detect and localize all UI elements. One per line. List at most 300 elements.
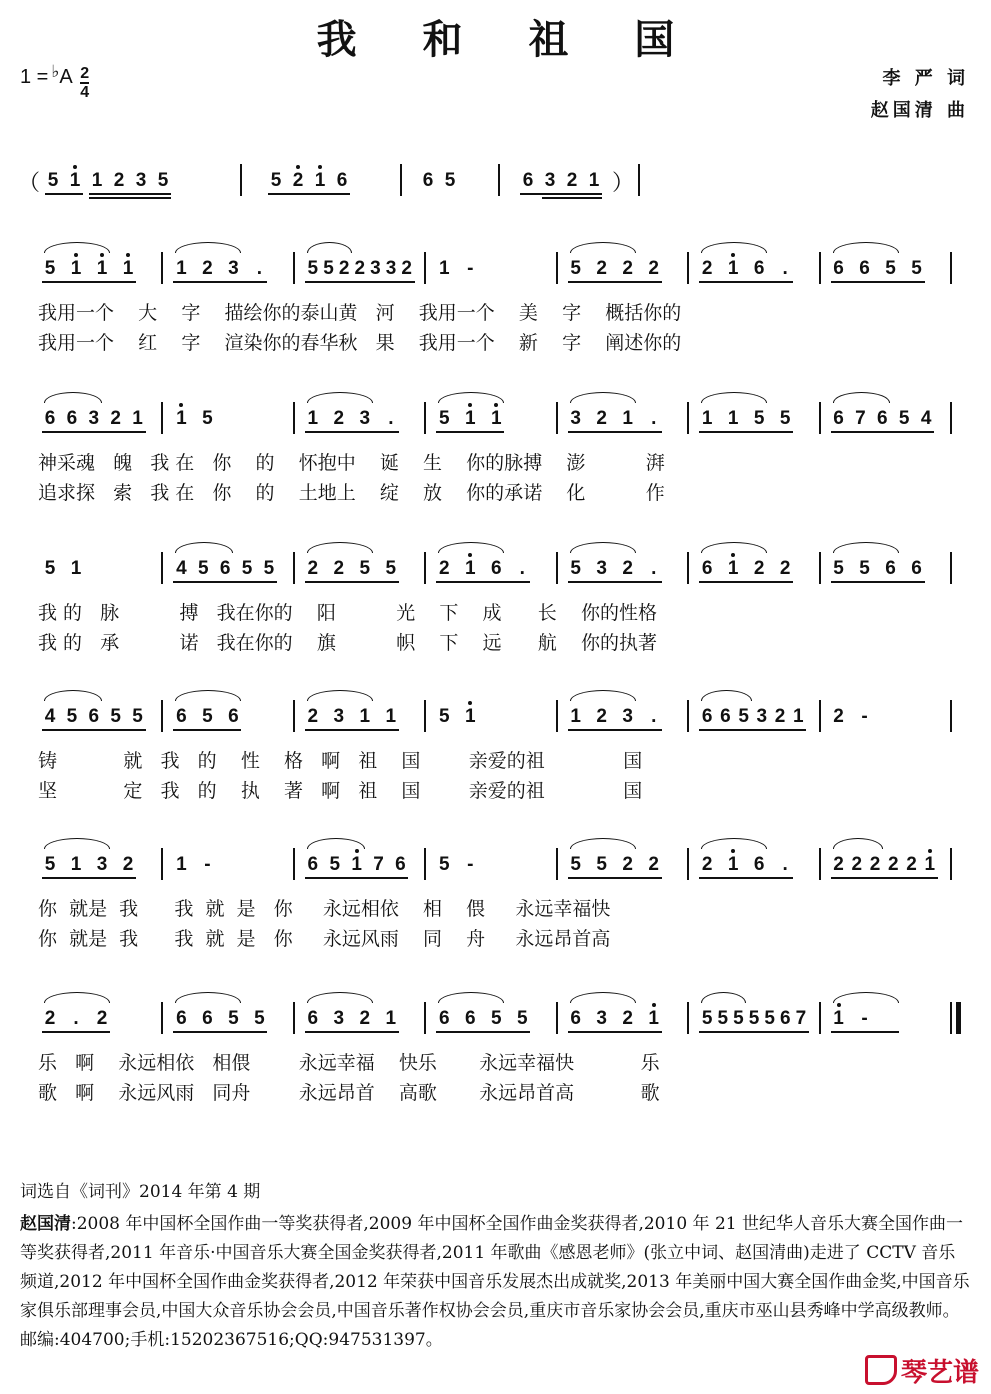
slur-mark — [175, 242, 241, 253]
note: 2 — [648, 258, 659, 279]
beam-line — [173, 1031, 267, 1033]
bar-line — [293, 1002, 295, 1034]
note: 1 — [176, 258, 187, 279]
note: - — [861, 706, 868, 727]
slur-mark — [438, 992, 504, 1003]
bio-name: 赵国清 — [20, 1214, 71, 1234]
note: 5 — [764, 1008, 775, 1029]
note: 2 — [566, 170, 578, 191]
bar-line — [161, 402, 163, 434]
note: 1 — [307, 408, 319, 429]
note: 5 — [833, 558, 844, 579]
slur-mark — [701, 542, 767, 553]
note: 2 — [110, 408, 121, 429]
note: 6 — [307, 1008, 319, 1029]
note: 6 — [438, 1008, 450, 1029]
note: 1 — [351, 854, 362, 875]
high-octave-dot — [100, 253, 104, 257]
note: - — [861, 1008, 868, 1029]
note: 1 — [70, 854, 82, 875]
slur-mark — [833, 542, 899, 553]
time-signature — [80, 65, 89, 101]
note: 1 — [132, 408, 143, 429]
note: 1 — [91, 170, 103, 191]
bar-line — [556, 252, 558, 284]
note: 3 — [622, 706, 633, 727]
note: 3 — [756, 706, 768, 727]
note: 6 — [176, 1008, 187, 1029]
bar-line — [424, 848, 426, 880]
note: 2 — [113, 170, 125, 191]
slur-mark — [833, 992, 899, 1003]
note: 2 — [596, 706, 607, 727]
key-signature — [20, 62, 89, 101]
note: 3 — [596, 558, 607, 579]
note: . — [519, 558, 525, 579]
note: 5 — [859, 558, 870, 579]
beam-line — [173, 729, 241, 731]
note: 1 — [833, 1008, 844, 1029]
high-octave-dot — [731, 553, 735, 557]
site-logo — [865, 1352, 979, 1389]
note: 3 — [135, 170, 147, 191]
note: . — [651, 558, 657, 579]
note: 7 — [373, 854, 384, 875]
note: 5 — [44, 854, 56, 875]
note: 2 — [354, 258, 366, 279]
note: 1 — [314, 170, 326, 191]
high-octave-dot — [928, 849, 932, 853]
note: 2 — [622, 558, 633, 579]
slur-mark — [701, 242, 767, 253]
note: 6 — [176, 706, 187, 727]
note: 5 — [44, 558, 56, 579]
high-octave-dot — [652, 1003, 656, 1007]
note: 2 — [648, 854, 659, 875]
note: 2 — [701, 854, 713, 875]
beam-line — [268, 193, 350, 195]
note: 2 — [833, 854, 844, 875]
beam-line — [89, 197, 171, 199]
note: 1 — [464, 706, 476, 727]
beam-line — [699, 281, 793, 283]
note: 3 — [370, 258, 381, 279]
note: 2 — [869, 854, 881, 875]
beam-line — [568, 729, 662, 731]
note: 3 — [228, 258, 239, 279]
beam-line — [831, 1031, 899, 1033]
bar-line — [687, 700, 689, 732]
high-octave-dot — [494, 403, 498, 407]
note: 2 — [202, 258, 213, 279]
beam-line — [42, 281, 136, 283]
key-note: A — [59, 66, 72, 88]
note: 6 — [228, 706, 239, 727]
bar-line — [424, 552, 426, 584]
beam-line — [45, 193, 83, 195]
note: 2 — [622, 258, 633, 279]
composer-bio — [20, 1210, 970, 1355]
slur-mark — [175, 992, 241, 1003]
note: 5 — [516, 1008, 528, 1029]
slur-mark — [438, 542, 504, 553]
note: 5 — [733, 1008, 744, 1029]
bar-line — [293, 552, 295, 584]
beam-line — [699, 581, 793, 583]
note: 6 — [66, 408, 78, 429]
bio-text: :2008 年中国杯全国作曲一等奖获得者,2009 年中国杯全国作曲金奖获得者,2010 年 21 世纪华人音乐大赛全国作曲一等奖获得者,2011 年音乐·中国音乐大赛全国金奖获得者,2011 年歌曲《感恩老师》(张立中词、赵国清曲)走进了 CCTV 音乐频道,2012 年中国杯全国作曲金奖获得者,2012 年荣获中国音乐发展杰出成就奖,2013 年美丽中国大赛全国作曲金奖,中国音乐家俱乐部理事会员,中国大众音乐协会会员,中国音乐著作权协会会员,重庆市音乐家协会会员,重庆市巫山县秀峰中学高级教师。邮编:404700;手机:15202367516;QQ:947531397。 — [20, 1214, 970, 1350]
lyric-verse-2: 我 的 承 诺 我在你的 旗 帜 下 远 航 你的执著 — [38, 632, 657, 654]
note: 1 — [793, 706, 804, 727]
beam-line — [831, 281, 925, 283]
note: 1 — [359, 706, 371, 727]
beam-line — [699, 1031, 809, 1033]
note: 6 — [911, 558, 922, 579]
note: 6 — [780, 1008, 791, 1029]
note: . — [651, 706, 657, 727]
note: 5 — [66, 706, 78, 727]
note: 5 — [241, 558, 253, 579]
note: 1 — [96, 258, 108, 279]
note: . — [782, 258, 788, 279]
lyric-verse-2: 你 就是 我 我 就 是 你 永远风雨 同 舟 永远昂首高 — [38, 928, 611, 950]
bar-line — [293, 252, 295, 284]
note: 5 — [254, 1008, 265, 1029]
bar-line — [293, 700, 295, 732]
note: 2 — [596, 258, 607, 279]
note: 5 — [438, 854, 450, 875]
slur-mark — [570, 838, 636, 849]
flat-sign: ♭ — [51, 62, 60, 81]
beam-line — [42, 729, 146, 731]
note: 3 — [544, 170, 556, 191]
slur-mark — [701, 690, 751, 701]
note: 1 — [727, 854, 739, 875]
high-octave-dot — [731, 253, 735, 257]
note: 6 — [885, 558, 896, 579]
note: 3 — [385, 258, 397, 279]
bar-line — [950, 252, 952, 284]
slur-mark — [307, 690, 373, 701]
note: 5 — [359, 558, 371, 579]
slur-mark — [307, 392, 373, 403]
beam-line — [436, 431, 504, 433]
bar-line — [161, 252, 163, 284]
note: . — [256, 258, 263, 279]
beam-line — [831, 581, 925, 583]
note: 2 — [438, 558, 450, 579]
note: 6 — [395, 854, 406, 875]
bar-line — [950, 1002, 952, 1034]
note: 2 — [774, 706, 786, 727]
intro-paren-close: ） — [612, 170, 635, 195]
note: 6 — [464, 1008, 476, 1029]
slur-mark — [570, 690, 636, 701]
beam-line — [520, 193, 602, 195]
beam-line — [436, 581, 530, 583]
high-octave-dot — [731, 849, 735, 853]
note: 2 — [701, 258, 713, 279]
beam-line — [568, 877, 662, 879]
note: 1 — [701, 408, 713, 429]
note: 3 — [333, 706, 345, 727]
bar-line — [161, 552, 163, 584]
bar-line — [424, 252, 426, 284]
note: 6 — [44, 408, 56, 429]
beam-line — [568, 581, 662, 583]
note: 5 — [47, 170, 59, 191]
note: 5 — [323, 258, 334, 279]
high-octave-dot — [179, 403, 183, 407]
beam-line — [305, 877, 409, 879]
note: 6 — [701, 558, 713, 579]
note: 3 — [570, 408, 581, 429]
note: 1 — [622, 408, 633, 429]
bar-line — [293, 402, 295, 434]
beam-line — [831, 877, 938, 879]
note: - — [204, 854, 211, 875]
note: 5 — [132, 706, 143, 727]
note: 2 — [307, 558, 319, 579]
beam-line — [305, 729, 399, 731]
beam-line — [542, 197, 602, 199]
composer-credit: 赵国清 曲 — [870, 100, 969, 121]
beam-line — [173, 281, 267, 283]
logo-icon — [865, 1355, 897, 1385]
high-octave-dot — [296, 165, 300, 169]
note: 5 — [385, 558, 397, 579]
note: 2 — [753, 558, 765, 579]
bar-line — [819, 700, 821, 732]
note: - — [467, 258, 474, 279]
lyric-verse-2: 歌 啊 永远风雨 同舟 永远昂首 高歌 永远昂首高 歌 — [38, 1082, 660, 1104]
note: 2 — [596, 408, 607, 429]
note: 5 — [898, 408, 910, 429]
note: 5 — [753, 408, 765, 429]
final-bar-line — [956, 1002, 961, 1034]
beam-line — [436, 1031, 530, 1033]
time-top: 2 — [80, 65, 90, 82]
note: 1 — [70, 258, 82, 279]
bar-line — [556, 848, 558, 880]
note: 5 — [490, 1008, 502, 1029]
note: 1 — [176, 854, 187, 875]
note: 5 — [110, 706, 121, 727]
note: 3 — [359, 408, 371, 429]
note: 6 — [753, 258, 765, 279]
note: 4 — [44, 706, 56, 727]
bar-line — [950, 700, 952, 732]
slur-mark — [438, 392, 504, 403]
note: 2 — [401, 258, 412, 279]
note: 5 — [570, 854, 581, 875]
note: 7 — [795, 1008, 807, 1029]
note: 6 — [522, 170, 534, 191]
slur-mark — [833, 838, 883, 849]
slur-mark — [175, 542, 233, 553]
bar-line — [638, 164, 640, 196]
note: 2 — [779, 558, 791, 579]
lyric-source: 词选自《词刊》2014 年第 4 期 — [20, 1182, 261, 1202]
note: 5 — [748, 1008, 760, 1029]
bar-line — [161, 1002, 163, 1034]
beam-line — [305, 1031, 399, 1033]
beam-line — [831, 431, 935, 433]
note: 6 — [877, 408, 888, 429]
note: 6 — [219, 558, 231, 579]
note: 1 — [176, 408, 187, 429]
note: 3 — [88, 408, 100, 429]
note: 5 — [329, 854, 341, 875]
note: 5 — [44, 258, 56, 279]
note: 2 — [887, 854, 899, 875]
note: 1 — [570, 706, 581, 727]
note: 2 — [122, 854, 134, 875]
note: 5 — [202, 408, 213, 429]
bar-line — [687, 402, 689, 434]
note: 1 — [464, 558, 476, 579]
lyricist-credit: 李 严 词 — [882, 68, 969, 89]
note: 6 — [833, 258, 844, 279]
note: 5 — [438, 706, 450, 727]
slur-mark — [44, 992, 110, 1003]
note: 2 — [333, 558, 345, 579]
beam-line — [568, 281, 662, 283]
bar-line — [819, 1002, 821, 1034]
note: 6 — [701, 706, 713, 727]
bar-line — [293, 848, 295, 880]
beam-line — [699, 877, 793, 879]
high-octave-dot — [468, 553, 472, 557]
note: 5 — [738, 706, 749, 727]
beam-line — [173, 581, 277, 583]
slur-mark — [833, 392, 891, 403]
note: 5 — [911, 258, 922, 279]
slur-mark — [307, 242, 352, 253]
bar-line — [687, 252, 689, 284]
key-prefix: 1 = — [20, 66, 49, 88]
lyric-verse-2: 我用一个 红 字 渲染你的春华秋 果 我用一个 新 字 阐述你的 — [38, 332, 682, 354]
slur-mark — [44, 242, 110, 253]
note: 6 — [833, 408, 844, 429]
note: 5 — [202, 706, 213, 727]
song-title: 我 和 祖 国 — [316, 16, 701, 63]
beam-line — [42, 431, 146, 433]
note: 5 — [228, 1008, 239, 1029]
note: 2 — [851, 854, 863, 875]
bar-line — [819, 252, 821, 284]
note: 5 — [596, 854, 607, 875]
note: 1 — [727, 258, 739, 279]
note: 1 — [70, 558, 82, 579]
note: 5 — [444, 170, 456, 191]
note: 1 — [438, 258, 450, 279]
bar-line — [556, 700, 558, 732]
bar-line — [950, 402, 952, 434]
note: 2 — [906, 854, 917, 875]
note: 6 — [859, 258, 870, 279]
note: 2 — [307, 706, 319, 727]
note: 5 — [570, 558, 581, 579]
beam-line — [699, 431, 793, 433]
note: 5 — [438, 408, 450, 429]
slur-mark — [307, 992, 373, 1003]
bar-line — [240, 164, 242, 196]
slur-mark — [570, 392, 636, 403]
note: 2 — [44, 1008, 56, 1029]
lyric-verse-1: 铸 就 我 的 性 格 啊 祖 国 亲爱的祖 国 — [38, 750, 643, 772]
note: 6 — [307, 854, 319, 875]
beam-line — [305, 431, 399, 433]
note: 2 — [359, 1008, 371, 1029]
note: 6 — [720, 706, 731, 727]
note: 1 — [490, 408, 502, 429]
bar-line — [556, 1002, 558, 1034]
high-octave-dot — [468, 403, 472, 407]
note: 6 — [88, 706, 100, 727]
note: 3 — [333, 1008, 345, 1029]
note: 5 — [198, 558, 209, 579]
slur-mark — [570, 542, 636, 553]
note: 5 — [779, 408, 791, 429]
slur-mark — [175, 690, 241, 701]
note: 1 — [464, 408, 476, 429]
beam-line — [89, 193, 171, 195]
bar-line — [687, 848, 689, 880]
note: 1 — [69, 170, 81, 191]
beam-line — [42, 1031, 110, 1033]
high-octave-dot — [74, 253, 78, 257]
bar-line — [819, 402, 821, 434]
note: 2 — [96, 1008, 108, 1029]
lyric-verse-1: 我用一个 大 字 描绘你的泰山黄 河 我用一个 美 字 概括你的 — [38, 302, 682, 324]
note: - — [467, 854, 474, 875]
bar-line — [556, 402, 558, 434]
note: 4 — [920, 408, 932, 429]
bar-line — [950, 552, 952, 584]
note: 2 — [833, 706, 844, 727]
beam-line — [568, 431, 662, 433]
bar-line — [819, 848, 821, 880]
note: 5 — [570, 258, 581, 279]
note: 5 — [885, 258, 896, 279]
intro-paren-open: （ — [18, 170, 41, 195]
note: 1 — [385, 706, 397, 727]
note: 2 — [292, 170, 304, 191]
note: 7 — [855, 408, 866, 429]
lyric-verse-1: 乐 啊 永远相依 相偎 永远幸福 快乐 永远幸福快 乐 — [38, 1052, 660, 1074]
slur-mark — [570, 242, 636, 253]
beam-line — [699, 729, 806, 731]
slur-mark — [44, 392, 102, 403]
bar-line — [400, 164, 402, 196]
note: 1 — [588, 170, 600, 191]
note: 2 — [333, 408, 345, 429]
note: 5 — [717, 1008, 729, 1029]
lyric-verse-1: 神采魂 魄 我 在 你 的 怀抱中 诞 生 你的脉搏 澎 湃 — [38, 452, 665, 474]
logo-text: 琴艺谱 — [900, 1358, 979, 1388]
bar-line — [819, 552, 821, 584]
note: 4 — [176, 558, 187, 579]
note: 2 — [338, 258, 350, 279]
note: 3 — [96, 854, 108, 875]
note: . — [388, 408, 394, 429]
slur-mark — [701, 838, 767, 849]
bar-line — [161, 848, 163, 880]
note: 5 — [157, 170, 169, 191]
bar-line — [687, 552, 689, 584]
slur-mark — [833, 242, 899, 253]
